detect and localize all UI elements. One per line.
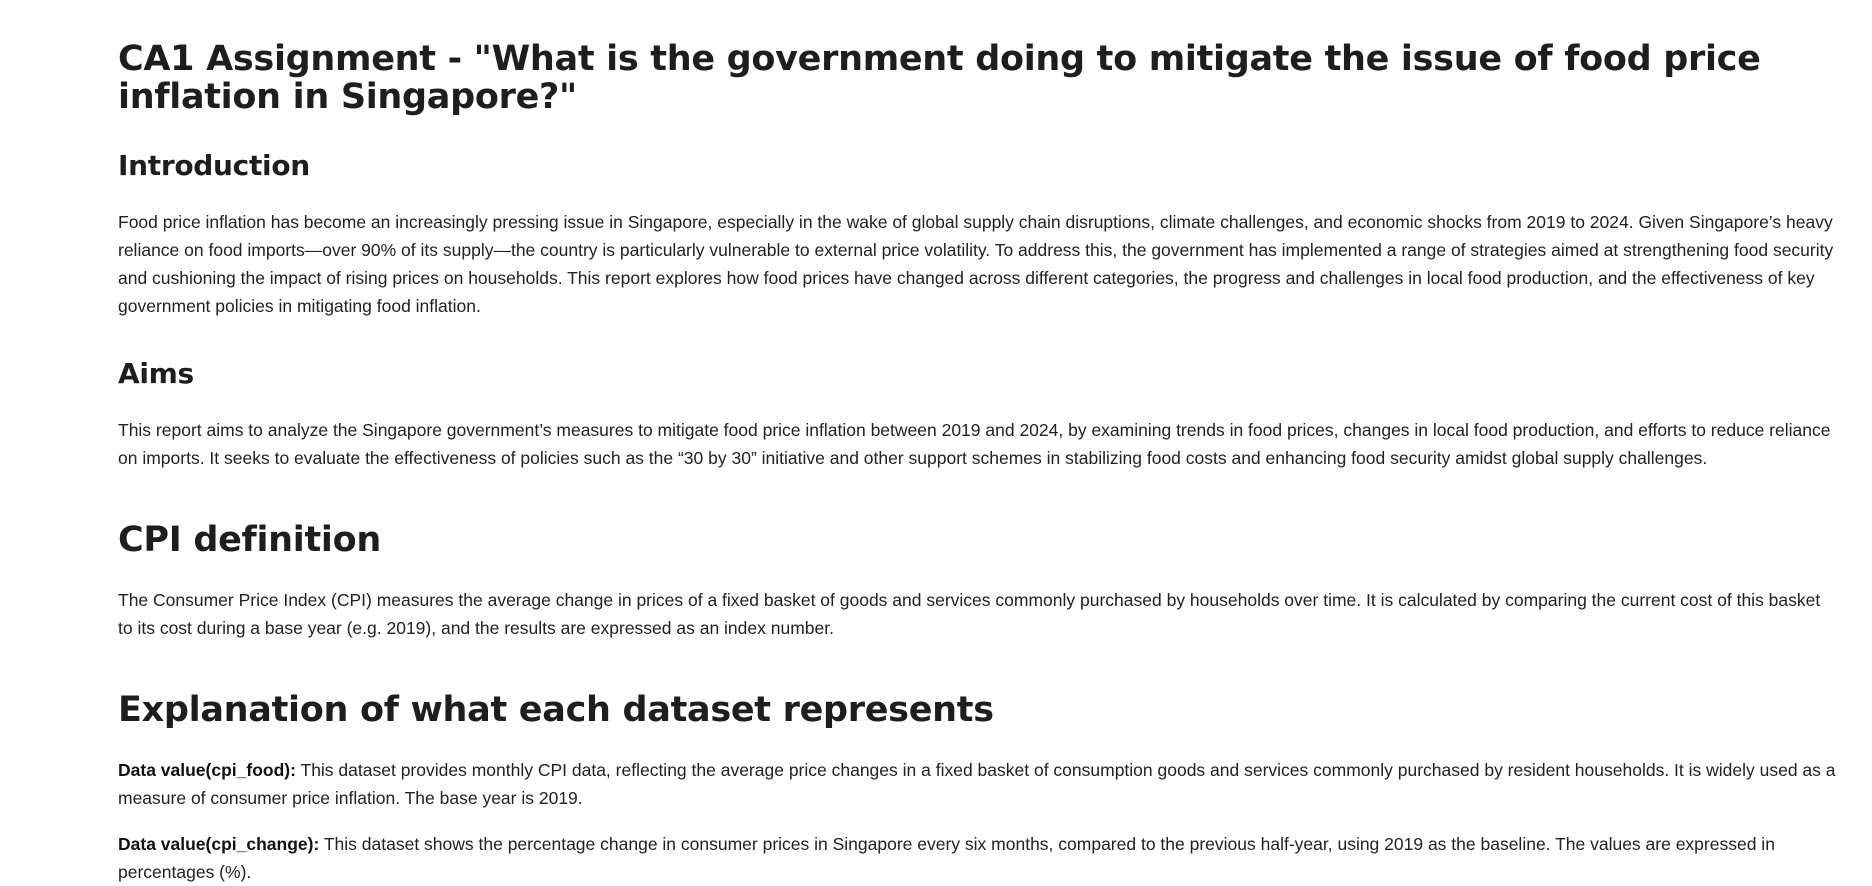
cpi-definition-paragraph: The Consumer Price Index (CPI) measures the average change in prices of a fixed basket of goods and services commonly purchased by households over time. It is calculated by comparing the current cost of this basket to its cost during a base year (e.g. 2019), and the results are expressed as an index number. [118, 590, 1821, 638]
dataset-label-cpi-food: Data value(cpi_food): [118, 760, 296, 780]
dataset-text-cpi-change: This dataset shows the percentage change in consumer prices in Singapore every six months, compared to the previous half-year, using 2019 as the baseline. The values are expressed in percentages (%). [118, 834, 1775, 882]
dataset-text-cpi-food: This dataset provides monthly CPI data, reflecting the average price changes in a fixed basket of consumption goods and services commonly purchased by resident households. It is widely used as a measure of consumer price inflation. The base year is 2019. [118, 760, 1836, 808]
datasets-heading: Explanation of what each dataset represents [118, 690, 994, 730]
cpi-definition-heading: CPI definition [118, 520, 381, 560]
dataset-label-cpi-change: Data value(cpi_change): [118, 834, 320, 854]
aims-heading: Aims [118, 357, 194, 390]
page-title: CA1 Assignment - "What is the government doing to mitigate the issue of food price inflation in Singapore?" [118, 39, 1761, 117]
introduction-heading: Introduction [118, 149, 310, 182]
aims-paragraph: This report aims to analyze the Singapore government’s measures to mitigate food price inflation between 2019 and 2024, by examining trends in food prices, changes in local food production, and efforts to reduce reliance on imports. It seeks to evaluate the effectiveness of policies such as the “30 by 30” initiative and other support schemes in stabilizing food costs and enhancing food security amidst global supply challenges. [118, 420, 1831, 468]
dataset-item-cpi-food [118, 756, 1836, 812]
introduction-paragraph: Food price inflation has become an increasingly pressing issue in Singapore, especially in the wake of global supply chain disruptions, climate challenges, and economic shocks from 2019 to 2024. Given Singapore’s heavy reliance on food imports—over 90% of its supply—the country is particularly vulnerable to external price volatility. To address this, the government has implemented a range of strategies aimed at strengthening food security and cushioning the impact of rising prices on households. This report explores how food prices have changed across different categories, the progress and challenges in local food production, and the effectiveness of key government policies in mitigating food inflation. [118, 212, 1834, 316]
markdown-content [118, 40, 1836, 886]
dataset-item-cpi-change [118, 830, 1836, 886]
